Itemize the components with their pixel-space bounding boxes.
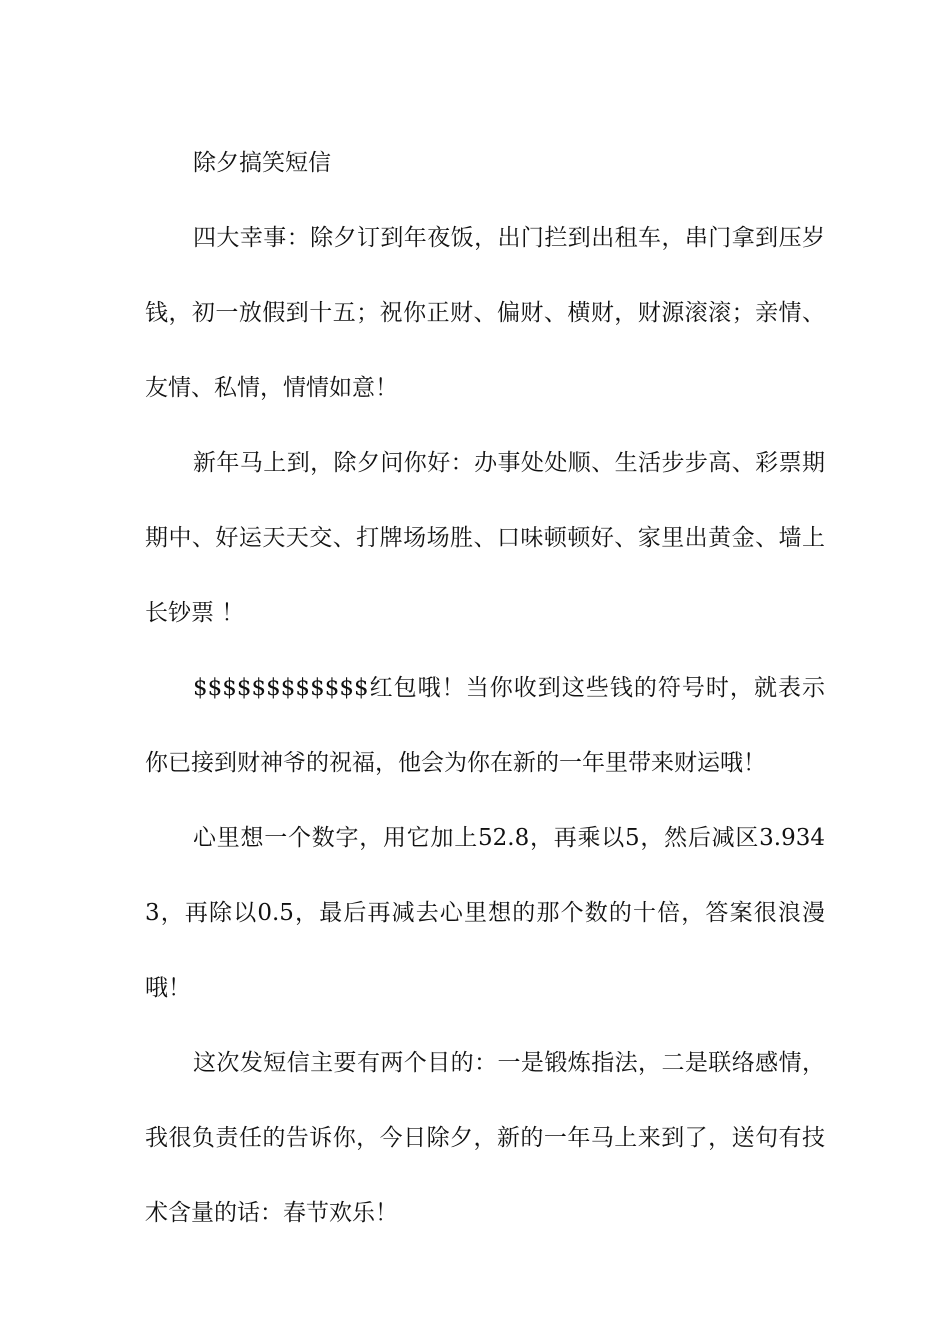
document-page [145, 126, 825, 1251]
document-title: 除夕搞笑短信 [193, 150, 331, 176]
paragraph-four-happy-things: 四大幸事：除夕订到年夜饭，出门拦到出租车，串门拿到压岁钱，初一放假到十五；祝你正财、偏财、横财，财源滚滚；亲情、友情、私情，情情如意！ [145, 225, 825, 401]
paragraph-red-envelope: $$$$$$$$$$$$红包哦！当你收到这些钱的符号时，就表示你已接到财神爷的祝福，他会为你在新的一年里带来财运哦！ [145, 675, 825, 776]
paragraph-sms-purpose: 这次发短信主要有两个目的：一是锻炼指法，二是联络感情，我很负责任的告诉你，今日除夕，新的一年马上来到了，送句有技术含量的话：春节欢乐！ [145, 1050, 825, 1226]
paragraph-number-game: 心里想一个数字，用它加上52.8，再乘以5，然后减区3.9343，再除以0.5，最后再减去心里想的那个数的十倍，答案很浪漫哦！ [145, 825, 825, 1001]
paragraph-new-year-greeting: 新年马上到，除夕问你好：办事处处顺、生活步步高、彩票期期中、好运天天交、打牌场场胜、口味顿顿好、家里出黄金、墙上长钞票 ！ [145, 450, 825, 626]
